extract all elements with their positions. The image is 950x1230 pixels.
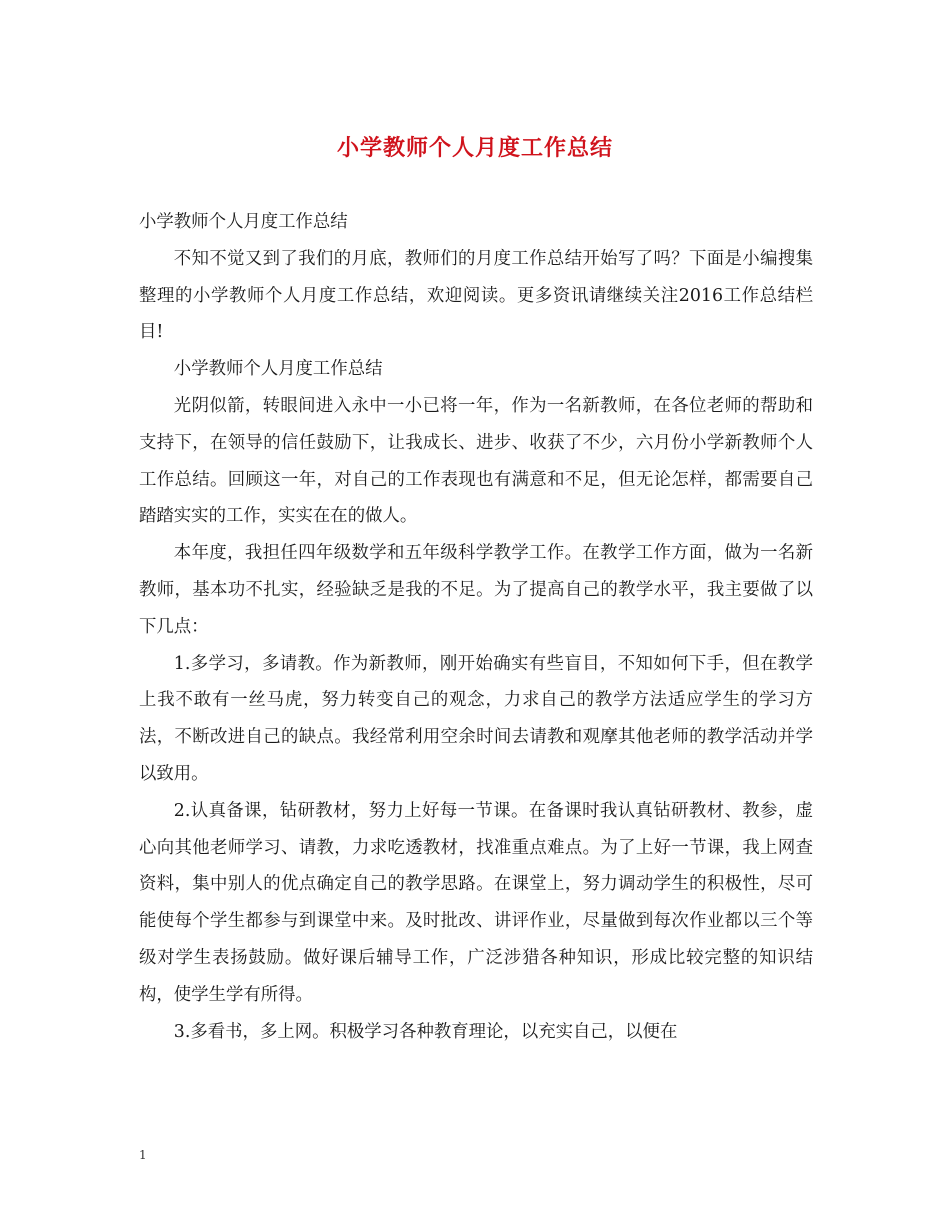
paragraph-subtitle: 小学教师个人月度工作总结 xyxy=(139,212,348,232)
paragraph-point-1: 1.多学习，多请教。作为新教师，刚开始确实有些盲目，不知如何下手，但在教学上我不敢有一丝马虎，努力转变自己的观念，力求自己的教学方法适应学生的学习方法，不断改进自己的缺点。我经常利用空余时间去请教和观摩其他老师的教学活动并学以致用。 xyxy=(139,653,813,784)
page-number: 1 xyxy=(139,1148,147,1162)
paragraph-teaching-role: 本年度，我担任四年级数学和五年级科学教学工作。在教学工作方面，做为一名新教师，基本功不扎实，经验缺乏是我的不足。为了提高自己的教学水平，我主要做了以下几点： xyxy=(139,543,813,637)
paragraph-point-2: 2.认真备课，钻研教材，努力上好每一节课。在备课时我认真钻研教材、教参，虚心向其他老师学习、请教，力求吃透教材，找准重点难点。为了上好一节课，我上网查资料，集中别人的优点确定自己的教学思路。在课堂上，努力调动学生的积极性，尽可能使每个学生都参与到课堂中来。及时批改、讲评作业，尽量做到每次作业都以三个等级对学生表扬鼓励。做好课后辅导工作，广泛涉猎各种知识，形成比较完整的知识结构，使学生学有所得。 xyxy=(139,800,813,1005)
paragraph-heading: 小学教师个人月度工作总结 xyxy=(173,359,383,380)
paragraph-reflection: 光阴似箭，转眼间进入永中一小已将一年，作为一名新教师，在各位老师的帮助和支持下，在领导的信任鼓励下，让我成长、进步、收获了不少，六月份小学新教师个人工作总结。回顾这一年，对自己的工作表现也有满意和不足，但无论怎样，都需要自己踏踏实实的工作，实实在在的做人。 xyxy=(139,395,813,527)
paragraph-intro: 不知不觉又到了我们的月底，教师们的月度工作总结开始写了吗？下面是小编搜集整理的小学教师个人月度工作总结，欢迎阅读。更多资讯请继续关注2016工作总结栏目! xyxy=(139,248,813,343)
paragraph-point-3: 3.多看书，多上网。积极学习各种教育理论，以充实自己，以便在 xyxy=(173,1021,678,1042)
document-body xyxy=(139,204,813,1050)
document-title: 小学教师个人月度工作总结 xyxy=(336,135,613,161)
